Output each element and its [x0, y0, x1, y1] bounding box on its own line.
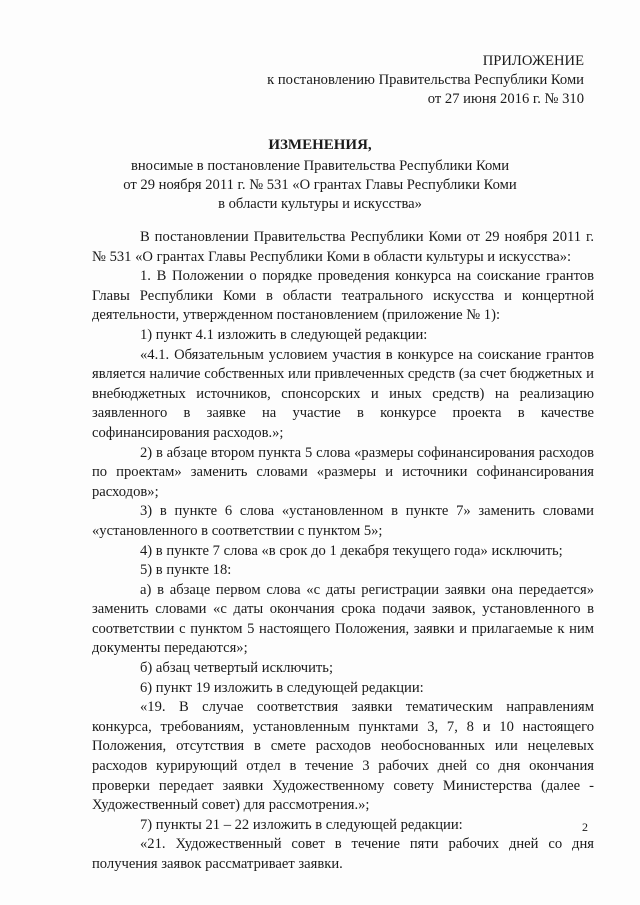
appendix-date: от 27 июня 2016 г. № 310 — [427, 91, 584, 107]
paragraph-subitem-1: 1) пункт 4.1 изложить в следующей редакции: — [140, 326, 428, 343]
paragraph-subitem-4: 4) в пункте 7 слова «в срок до 1 декабря текущего года» исключить; — [140, 542, 563, 559]
paragraph-subitem-3: 3) в пункте 6 слова «установленном в пункте 7» заменить словами «установленного в соответствии с пунктом 5»; — [92, 503, 594, 539]
paragraph-intro: В постановлении Правительства Республики Коми от 29 ноября 2011 г. № 531 «О грантах Главы Республики Коми в области культуры и искусства»: — [92, 229, 594, 265]
paragraph-subitem-2: 2) в абзаце втором пункта 5 слова «размеры софинансирования расходов по проектам» заменить словами «размеры и источники софинансирования расходов»; — [92, 444, 594, 500]
document-subtitle-line-3: в области культуры и искусства» — [218, 196, 422, 212]
paragraph-quote-21: «21. Художественный совет в течение пяти рабочих дней со дня получения заявок рассматривает заявки. — [92, 836, 594, 872]
paragraph-quote-19: «19. В случае соответствия заявки тематическим направлениям конкурса, требованиям, установленным пунктами 3, 7, 8 и 10 настоящего Положения, отсутствия в смете расходов необоснованных или нецелевых расходов курирующий отдел в течение 3 рабочих дней со дня окончания проверки передает заявки Художественному совету Министерства (далее - Художественный совет) для рассмотрения.»; — [92, 699, 594, 814]
paragraph-quote-4-1: «4.1. Обязательным условием участия в конкурсе на соискание грантов является наличие собственных или привлеченных средств (за счет бюджетных и внебюджетных источников, спонсорских и иных средств) на реализацию заявленного в заявке на участие в конкурсе проекта в качестве софинансирования расходов.»; — [92, 346, 594, 441]
document-title: ИЗМЕНЕНИЯ, — [268, 137, 372, 153]
appendix-header — [267, 52, 584, 109]
paragraph-subitem-6: 6) пункт 19 изложить в следующей редакции: — [140, 679, 424, 696]
paragraph-subitem-7: 7) пункты 21 – 22 изложить в следующей редакции: — [140, 816, 463, 833]
appendix-label: ПРИЛОЖЕНИЕ — [482, 53, 584, 69]
document-subtitle-line-2: от 29 ноября 2011 г. № 531 «О грантах Главы Республики Коми — [123, 177, 517, 193]
page-number: 2 — [582, 820, 588, 834]
paragraph-subitem-5: 5) в пункте 18: — [140, 562, 232, 579]
paragraph-item-1: 1. В Положении о порядке проведения конкурса на соискание грантов Главы Республики Коми в области театрального искусства и концертной деятельности, утвержденном постановлением (приложение № 1): — [92, 268, 594, 324]
document-body — [92, 228, 594, 875]
paragraph-subitem-5b: б) абзац четвертый исключить; — [140, 660, 334, 677]
document-title-block — [60, 136, 580, 214]
paragraph-subitem-5a: а) в абзаце первом слова «с даты регистрации заявки она передается» заменить словами «с даты окончания срока подачи заявок, установленного в соответствии с пунктом 5 настоящего Положения, заявки и прилагаемые к ним документы передаются»; — [92, 581, 594, 657]
appendix-reference: к постановлению Правительства Республики Коми — [267, 72, 584, 88]
document-subtitle-line-1: вносимые в постановление Правительства Республики Коми — [130, 158, 510, 174]
